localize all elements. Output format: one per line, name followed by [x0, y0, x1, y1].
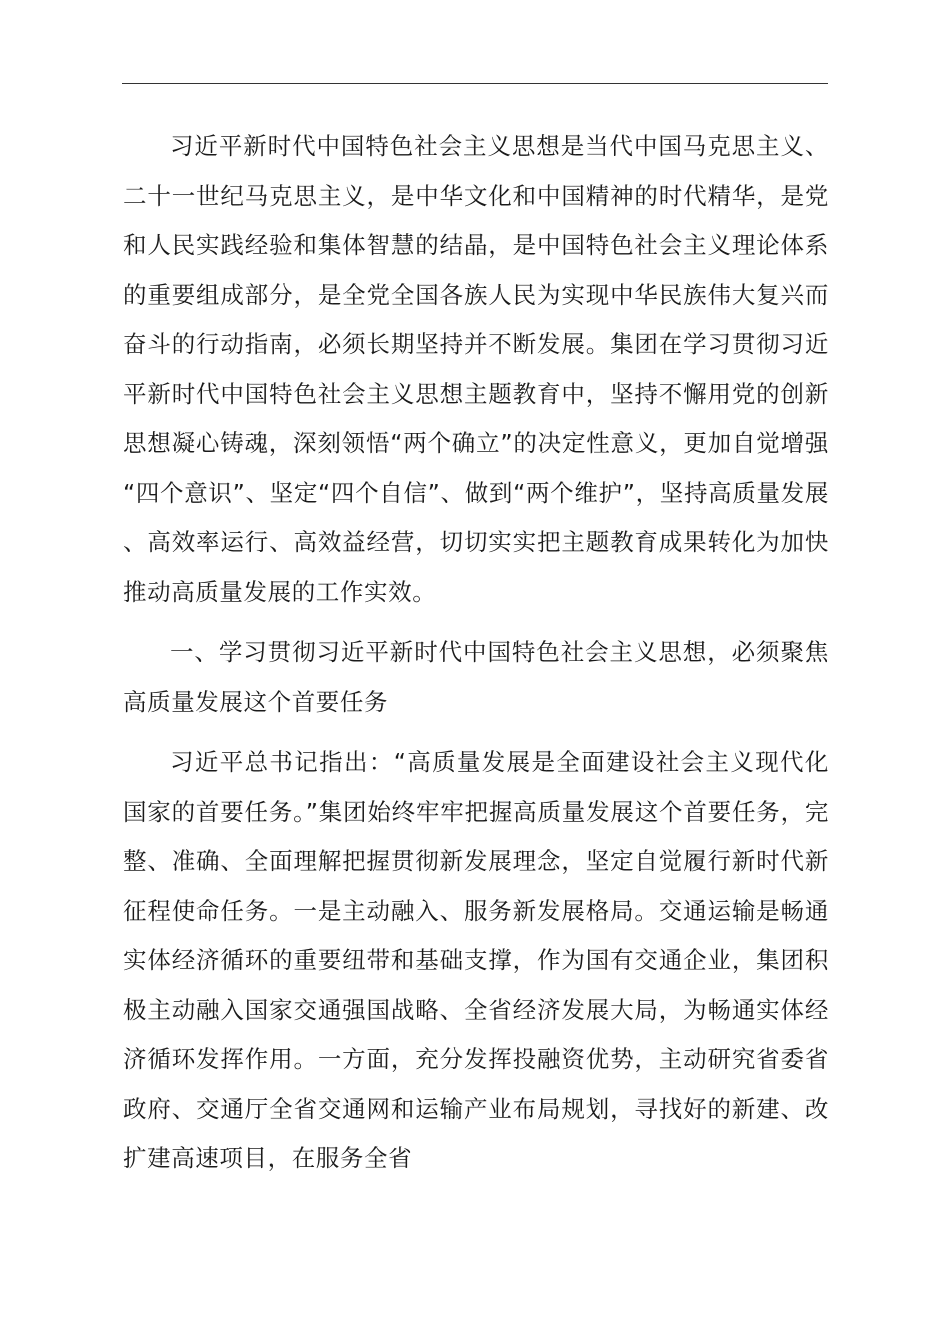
header-rule: [122, 83, 828, 84]
body-text: [123, 122, 829, 1184]
section-1-paragraph: 习近平总书记指出：“高质量发展是全面建设社会主义现代化国家的首要任务。”集团始终牢牢把握高质量发展这个首要任务，完整、准确、全面理解把握贯彻新发展理念，坚定自觉履行新时代新征程使命任务。一是主动融入、服务新发展格局。交通运输是畅通实体经济循环的重要纽带和基础支撑，作为国有交通企业，集团积极主动融入国家交通强国战略、全省经济发展大局，为畅通实体经济循环发挥作用。一方面，充分发挥投融资优势，主动研究省委省政府、交通厅全省交通网和运输产业布局规划，寻找好的新建、改扩建高速项目，在服务全省: [123, 748, 829, 1172]
section-heading-1: 一、学习贯彻习近平新时代中国特色社会主义思想，必须聚焦高质量发展这个首要任务: [123, 638, 829, 716]
intro-paragraph: 习近平新时代中国特色社会主义思想是当代中国马克思主义、二十一世纪马克思主义，是中华文化和中国精神的时代精华，是党和人民实践经验和集体智慧的结晶，是中国特色社会主义理论体系的重要组成部分，是全党全国各族人民为实现中华民族伟大复兴而奋斗的行动指南，必须长期坚持并不断发展。集团在学习贯彻习近平新时代中国特色社会主义思想主题教育中，坚持不懈用党的创新思想凝心铸魂，深刻领悟“两个确立”的决定性意义，更加自觉增强“四个意识”、坚定“四个自信”、做到“两个维护”，坚持高质量发展、高效率运行、高效益经营，切切实实把主题教育成果转化为加快推动高质量发展的工作实效。: [123, 132, 829, 606]
